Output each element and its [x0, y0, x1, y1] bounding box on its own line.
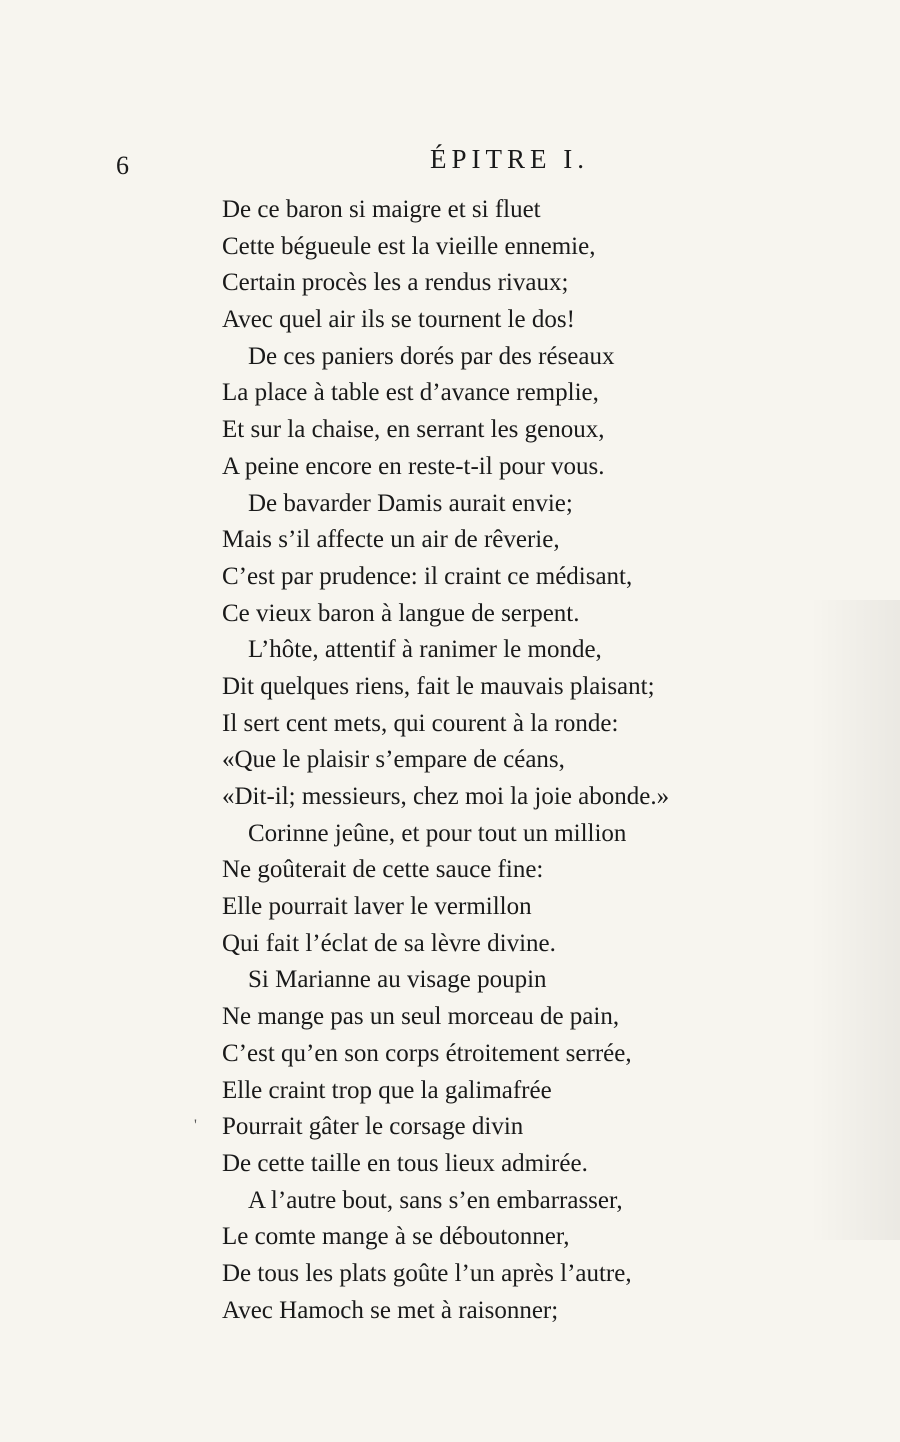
verse-line: C’est qu’en son corps étroitement serrée,: [222, 1039, 632, 1067]
running-title: ÉPITRE I.: [430, 144, 589, 174]
verse-line: Mais s’il affecte un air de rêverie,: [222, 526, 560, 554]
verse-line: L’hôte, attentif à ranimer le monde,: [248, 636, 602, 664]
verse-line: «Que le plaisir s’empare de céans,: [222, 746, 565, 774]
verse-line: A peine encore en reste-t-il pour vous.: [222, 452, 605, 480]
verse-line: Avec Hamoch se met à raisonner;: [222, 1296, 559, 1324]
stray-ink-mark: ': [194, 1117, 197, 1134]
verse-line: Et sur la chaise, en serrant les genoux,: [222, 416, 605, 444]
verse-line: Pourrait gâter le corsage divin: [222, 1113, 524, 1141]
verse-line: Ce vieux baron à langue de serpent.: [222, 599, 580, 627]
verse-line: De tous les plats goûte l’un après l’autre,: [222, 1259, 632, 1287]
verse-line: Elle pourrait laver le vermillon: [222, 893, 532, 921]
verse-line: Certain procès les a rendus rivaux;: [222, 269, 569, 297]
page-number: 6: [116, 151, 129, 180]
verse-line: De cette taille en tous lieux admirée.: [222, 1149, 588, 1177]
verse-line: Dit quelques riens, fait le mauvais plaisant;: [222, 672, 655, 700]
verse-line: Elle craint trop que la galimafrée: [222, 1076, 552, 1104]
verse-line: Ne mange pas un seul morceau de pain,: [222, 1003, 620, 1031]
verse-line: De ces paniers dorés par des réseaux: [248, 342, 615, 370]
verse-line: Il sert cent mets, qui courent à la ronde:: [222, 709, 619, 737]
verse-line: Si Marianne au visage poupin: [248, 966, 547, 994]
verse-line: Ne goûterait de cette sauce fine:: [222, 856, 544, 884]
verse-line: De ce baron si maigre et si fluet: [222, 196, 541, 223]
verse-line: A l’autre bout, sans s’en embarrasser,: [248, 1186, 623, 1214]
verse-line: Avec quel air ils se tournent le dos!: [222, 306, 575, 334]
verse-line: La place à table est d’avance remplie,: [222, 379, 599, 407]
verse-line: De bavarder Damis aurait envie;: [248, 489, 573, 517]
poem-text: [222, 192, 862, 1329]
verse-line: Le comte mange à se déboutonner,: [222, 1223, 570, 1251]
verse-line: Cette bégueule est la vieille ennemie,: [222, 232, 596, 260]
verse-line: C’est par prudence: il craint ce médisant,: [222, 562, 633, 590]
verse-line: Corinne jeûne, et pour tout un million: [248, 819, 627, 847]
verse-line: Qui fait l’éclat de sa lèvre divine.: [222, 929, 556, 957]
verse-line: «Dit-il; messieurs, chez moi la joie abonde.»: [222, 783, 670, 810]
